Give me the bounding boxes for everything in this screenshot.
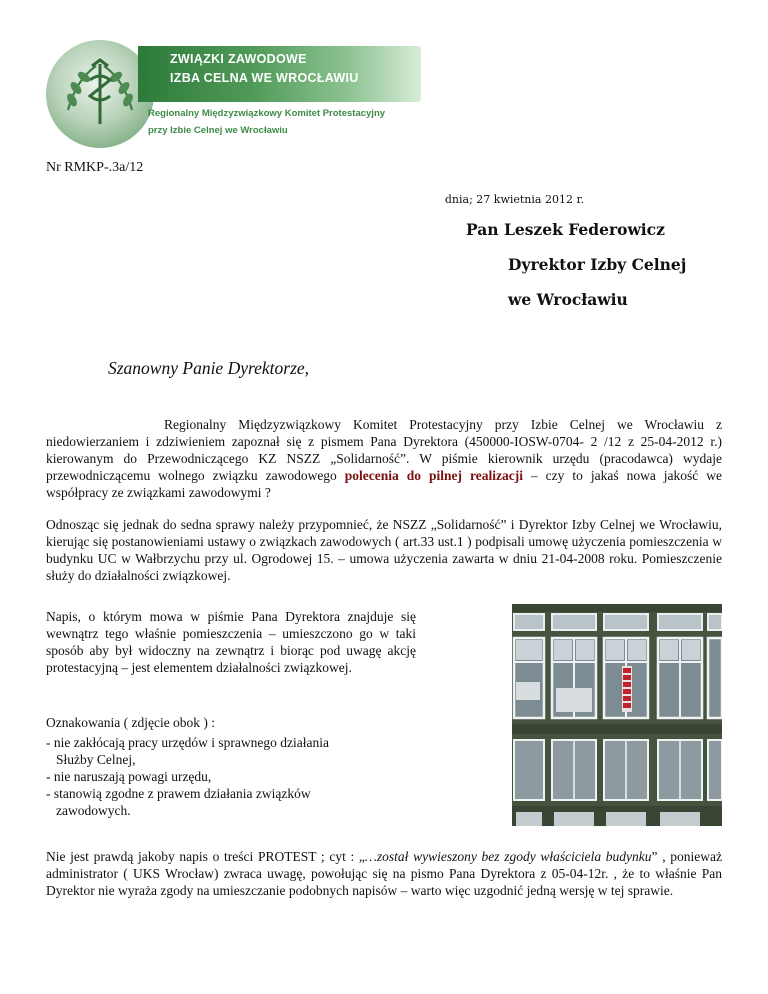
reference-number: Nr RMKP-.3a/12 (46, 160, 144, 175)
paragraph-3: Napis, o którym mowa w piśmie Pana Dyrektora znajduje się wewnątrz tego właśnie pomieszczenia – umieszczono go w taki sposób aby był widoczny na zewnątrz i biorąc pod uwagę akcję protestacyjną – jest elementem działalności związkowej. (46, 609, 416, 675)
letterhead-sub2: przy Izbie Celnej we Wrocławiu (148, 125, 288, 136)
paragraph-1-tail: – czy to jakaś nowa jakość we współpracy ze związkami zawodowymi ? (46, 468, 722, 500)
letterhead-sub1: Regionalny Międzyzwiązkowy Komitet Protestacyjny (148, 108, 386, 119)
paragraph-2: Odnosząc się jednak do sedna sprawy należy przypomnieć, że NSZZ „Solidarność” i Dyrektor Izby Celnej we Wrocławiu, kierując się postanowieniami ustawy o związkach zawodowych ( art.33 ust.1 ) podpisali umowę użyczenia pomieszczenia w budynku UC w Wałbrzychu przy ul. Ogrodowej 15. – umowa użyczenia zawarta w dniu 21-04-2008 roku. Pomieszczenie służy do działalności związkowej. (46, 517, 722, 583)
list-item-continuation: Służby Celnej, (56, 752, 136, 767)
addressee-place: we Wrocławiu (508, 290, 628, 309)
highlight-text: polecenia do pilnej realizacji (344, 468, 523, 483)
building-photo (512, 604, 722, 826)
markings-intro: Oznakowania ( zdjęcie obok ) : (46, 715, 216, 730)
list-item: - nie naruszają powagi urzędu, (46, 769, 212, 784)
markings-list (46, 714, 446, 819)
addressee-name: Pan Leszek Federowicz (466, 220, 665, 239)
building-photo-image (512, 604, 722, 826)
addressee-title: Dyrektor Izby Celnej (508, 255, 687, 274)
paragraph-4-a: Nie jest prawdą jakoby napis o treści PROTEST ; cyt : „ (46, 849, 365, 864)
paragraph-1-text: Regionalny Międzyzwiązkowy Komitet Protestacyjny przy Izbie Celnej we Wrocławiu z niedowierzaniem i zdziwieniem zapoznał się z pismem Pana Dyrektora (450000-IOSW-0704- 2 /12 z 25-04-2012 r.) kierowanym do Przewodniczącego KZ NSZZ „Solidarność”. W piśmie kierownik urzędu (pracodawca) wydaje przewodniczącemu wolnego związku zawodowego (46, 417, 722, 483)
salutation: Szanowny Panie Dyrektorze, (108, 358, 310, 378)
letterhead-logo (46, 40, 421, 150)
letterhead-line1: ZWIĄZKI ZAWODOWE (170, 52, 307, 66)
letterhead-line2: IZBA CELNA WE WROCŁAWIU (170, 71, 359, 85)
list-item: - nie zakłócają pracy urzędów i sprawnego działania (46, 735, 329, 750)
list-item-continuation: zawodowych. (56, 803, 131, 818)
list-item: - stanowią zgodne z prawem działania związków (46, 786, 311, 801)
paragraph-1 (46, 416, 722, 501)
paragraph-4-b: ” , ponieważ administrator ( UKS Wrocław) zwraca uwagę, powołując się na pismo Pana Dyrektora z 05-04-12r. , że to właśnie Pan Dyrektor nie wyraża zgody na umieszczanie podobnych napisów – warto więc uzgodnić jedną wersję w tej sprawie. (46, 849, 722, 898)
letter-date: dnia; 27 kwietnia 2012 r. (444, 193, 584, 206)
paragraph-4 (46, 848, 722, 899)
paragraph-4-quote: …został wywieszony bez zgody właściciela budynku (364, 849, 652, 864)
